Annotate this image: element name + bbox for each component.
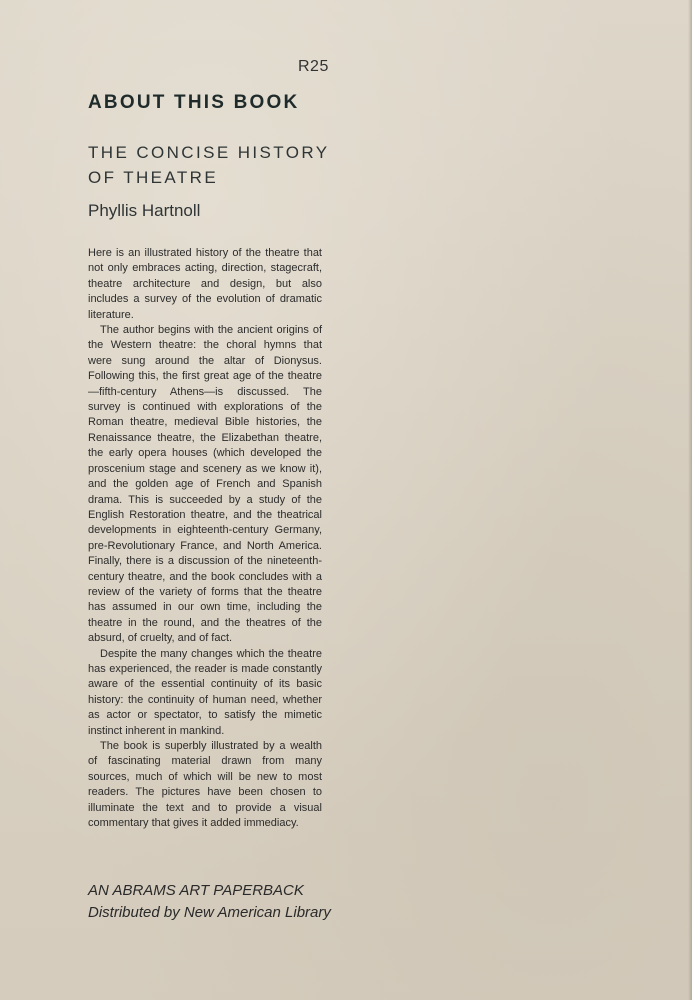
page-edge-shadow xyxy=(688,0,692,1000)
price-code: R25 xyxy=(298,58,329,75)
section-heading: ABOUT THIS BOOK xyxy=(88,92,300,113)
description-paragraph: The author begins with the ancient origins of the Western theatre: the choral hymns that were sung around the altar of Dionysus. Following this, the first great age of the theatre—fifth-century Athens—is discussed. The survey is continued with explorations of the Roman theatre, medieval Bible histories, the Renaissance theatre, the Elizabethan theatre, the early opera houses (which developed the proscenium stage and scenery as we know it), and the golden age of French and Spanish drama. This is succeeded by a study of the English Restoration theatre, and the theatrical developments in eighteenth-century Germany, pre-Revolutionary France, and North America. Finally, there is a discussion of the nineteenth-century theatre, and the book concludes with a review of the variety of forms that the theatre has assumed in our own time, including the theatre in the round, and the theatres of the absurd, of cruelty, and of fact. xyxy=(88,324,322,645)
author-name: Phyllis Hartnoll xyxy=(88,201,201,220)
distributor-line: Distributed by New American Library xyxy=(88,904,331,921)
publisher-footer xyxy=(88,880,331,924)
book-title xyxy=(88,140,329,190)
series-name: AN ABRAMS ART PAPERBACK xyxy=(88,882,304,899)
description-text xyxy=(88,246,322,831)
description-paragraph: Here is an illustrated history of the theatre that not only embraces acting, direction, stagecraft, theatre architecture and design, but also includes a survey of the evolution of dramatic literature. xyxy=(88,247,322,321)
description-paragraph: Despite the many changes which the theatre has experienced, the reader is made constantly aware of the essential continuity of its basic history: the continuity of human need, whether as actor or spectator, to satisfy the mimetic instinct inherent in mankind. xyxy=(88,647,322,737)
book-title-line-2: OF THEATRE xyxy=(88,168,219,187)
book-title-line-1: THE CONCISE HISTORY xyxy=(88,143,330,162)
description-paragraph: The book is superbly illustrated by a wealth of fascinating material drawn from many sources, much of which will be new to most readers. The pictures have been chosen to illuminate the text and to provide a visual commentary that gives it added immediacy. xyxy=(88,740,322,830)
